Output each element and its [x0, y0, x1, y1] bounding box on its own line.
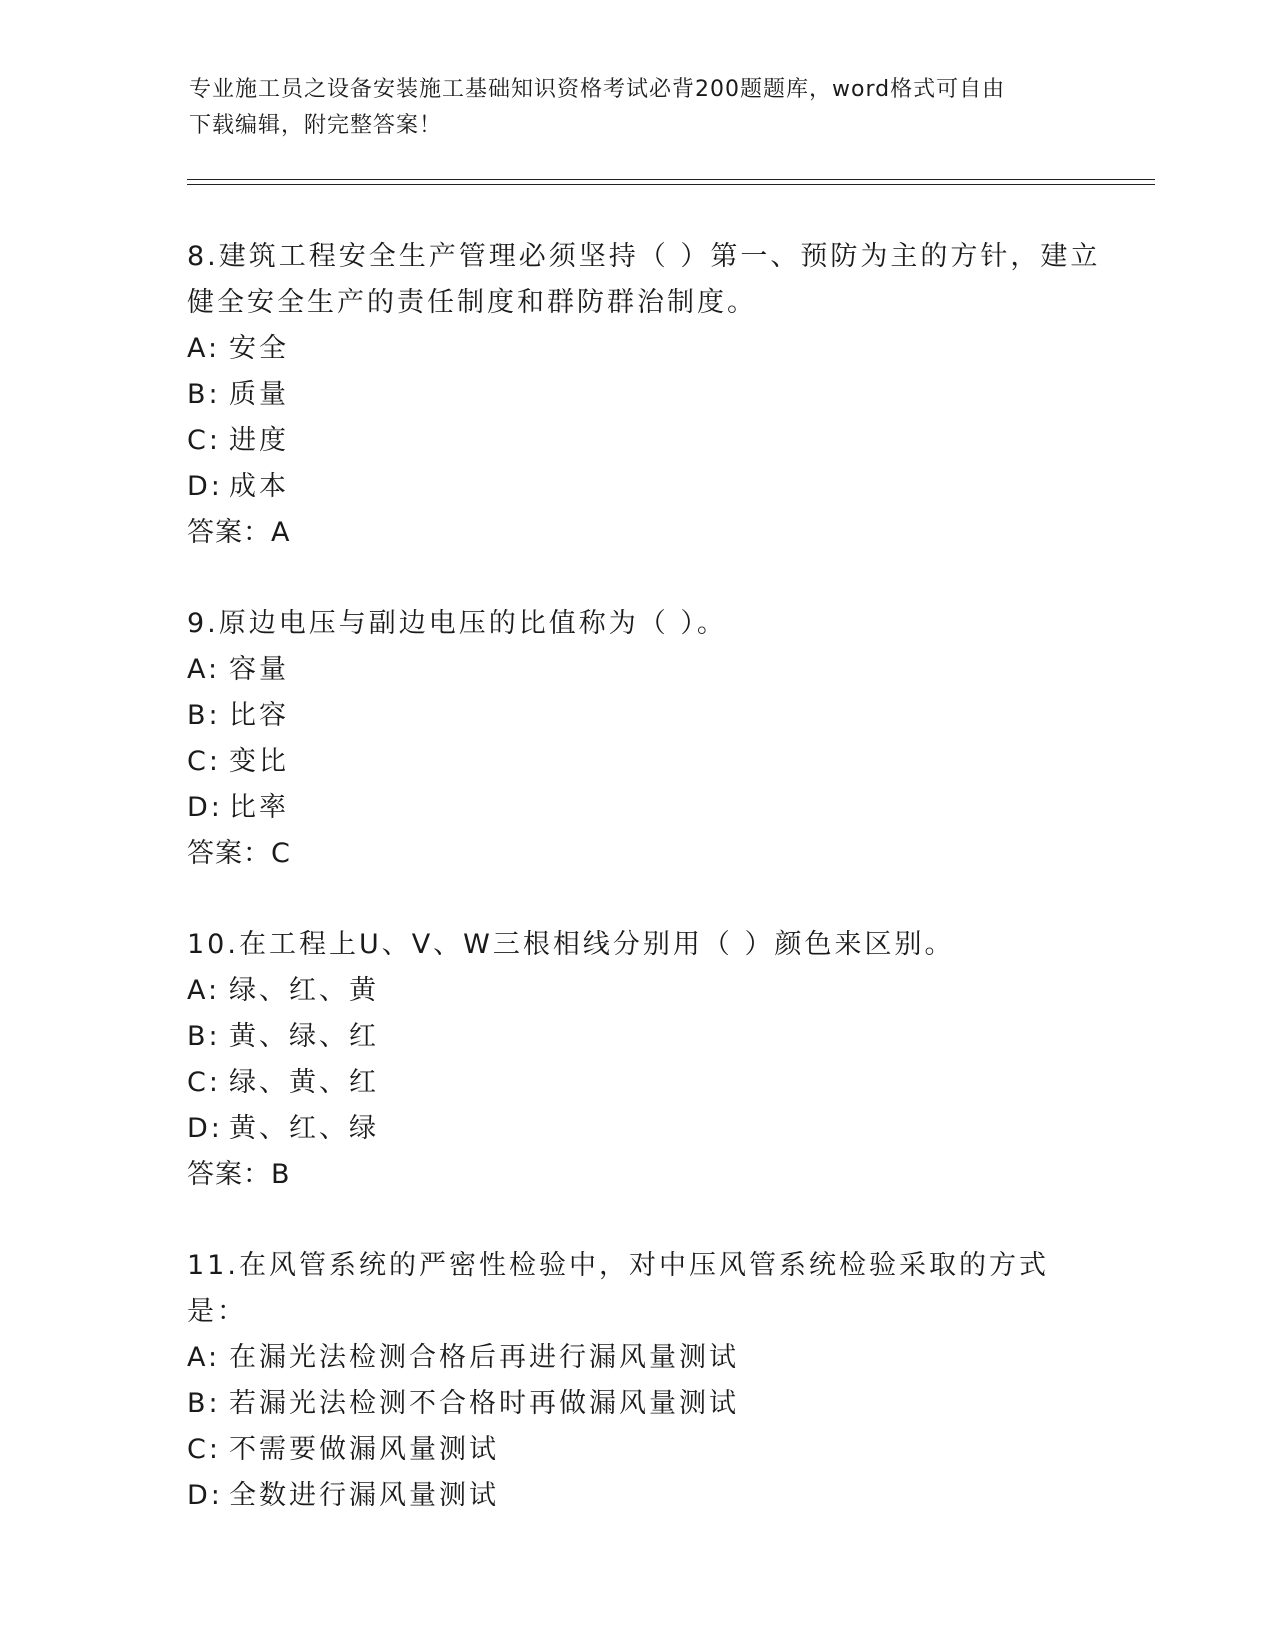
option-a	[187, 1335, 1107, 1381]
option-letter: B:	[187, 379, 221, 410]
option-d	[187, 785, 1107, 831]
header-divider-bottom	[187, 184, 1155, 185]
option-b	[187, 1381, 1107, 1427]
option-d	[187, 1473, 1107, 1519]
option-letter: D:	[187, 1480, 223, 1511]
option-text: 绿、红、黄	[229, 975, 379, 1006]
option-letter: D:	[187, 1113, 223, 1144]
option-a	[187, 968, 1107, 1014]
option-d	[187, 1106, 1107, 1152]
option-text: 绿、黄、红	[229, 1067, 379, 1098]
option-letter: B:	[187, 700, 221, 731]
option-letter: B:	[187, 1388, 221, 1419]
option-b	[187, 1014, 1107, 1060]
question-item	[187, 1243, 1107, 1519]
option-c	[187, 1060, 1107, 1106]
option-letter: A:	[187, 1342, 221, 1373]
question-item	[187, 922, 1107, 1198]
option-text: 全数进行漏风量测试	[229, 1480, 499, 1511]
option-text: 不需要做漏风量测试	[229, 1434, 499, 1465]
option-c	[187, 739, 1107, 785]
option-b	[187, 372, 1107, 418]
option-text: 比容	[229, 700, 289, 731]
question-stem: 8.建筑工程安全生产管理必须坚持（ ）第一、预防为主的方针，建立	[187, 241, 1101, 272]
answer-line: 答案：A	[187, 517, 291, 548]
question-stem: 10.在工程上U、V、W三根相线分别用（ ）颜色来区别。	[187, 929, 955, 960]
option-letter: A:	[187, 333, 221, 364]
option-letter: A:	[187, 975, 221, 1006]
option-c	[187, 418, 1107, 464]
option-text: 在漏光法检测合格后再进行漏风量测试	[229, 1342, 739, 1373]
option-d	[187, 464, 1107, 510]
header-divider-top	[187, 179, 1155, 180]
option-text: 成本	[229, 471, 289, 502]
option-text: 若漏光法检测不合格时再做漏风量测试	[229, 1388, 739, 1419]
option-b	[187, 693, 1107, 739]
option-letter: C:	[187, 1434, 221, 1465]
option-c	[187, 1427, 1107, 1473]
option-letter: C:	[187, 746, 221, 777]
option-letter: C:	[187, 425, 221, 456]
option-text: 黄、绿、红	[229, 1021, 379, 1052]
option-letter: D:	[187, 471, 223, 502]
option-letter: D:	[187, 792, 223, 823]
option-text: 进度	[229, 425, 289, 456]
answer-line: 答案：B	[187, 1159, 291, 1190]
option-text: 质量	[229, 379, 289, 410]
header-line-1: 专业施工员之设备安装施工基础知识资格考试必背200题题库，word格式可自由	[189, 77, 1006, 102]
option-letter: C:	[187, 1067, 221, 1098]
option-text: 比率	[229, 792, 289, 823]
question-item	[187, 601, 1107, 877]
question-item	[187, 234, 1107, 556]
option-text: 黄、红、绿	[229, 1113, 379, 1144]
question-list	[187, 234, 1107, 1564]
option-a	[187, 326, 1107, 372]
header-line-2: 下载编辑，附完整答案！	[189, 113, 443, 138]
option-letter: B:	[187, 1021, 221, 1052]
question-stem: 11.在风管系统的严密性检验中，对中压风管系统检验采取的方式是：	[187, 1250, 1049, 1327]
answer-line: 答案：C	[187, 838, 291, 869]
option-text: 安全	[229, 333, 289, 364]
question-stem: 9.原边电压与副边电压的比值称为（ ）。	[187, 608, 727, 639]
option-a	[187, 647, 1107, 693]
option-text: 容量	[229, 654, 289, 685]
question-stem-continued: 健全安全生产的责任制度和群防群治制度。	[187, 287, 757, 318]
option-letter: A:	[187, 654, 221, 685]
document-header	[189, 72, 1089, 144]
option-text: 变比	[229, 746, 289, 777]
